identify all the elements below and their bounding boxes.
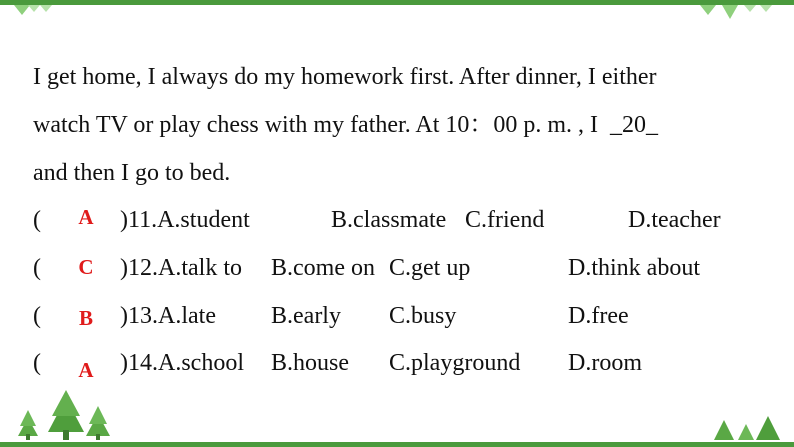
option-a: )14.A.school xyxy=(120,350,244,376)
option-c: C.playground xyxy=(389,350,521,376)
top-left-triangle-decoration xyxy=(40,5,52,12)
top-right-triangle-decoration xyxy=(700,5,716,15)
pine-trees-left-icon xyxy=(10,388,120,444)
answer-paren-open: ( xyxy=(33,207,41,233)
top-right-triangle-decoration xyxy=(760,5,772,12)
option-b: B.house xyxy=(271,350,349,376)
option-a: )11.A.student xyxy=(120,207,250,233)
option-d: D.think about xyxy=(568,255,700,281)
top-right-triangle-decoration xyxy=(722,5,738,19)
answer-paren-open: ( xyxy=(33,350,41,376)
option-d: D.free xyxy=(568,303,629,329)
option-d: D.room xyxy=(568,350,642,376)
option-c: C.friend xyxy=(465,207,545,233)
option-c: C.busy xyxy=(389,303,457,329)
top-right-triangle-decoration xyxy=(744,5,756,12)
answer-mark: C xyxy=(78,255,94,279)
answer-paren-open: ( xyxy=(33,255,41,281)
bottom-border xyxy=(0,442,794,447)
answer-mark: A xyxy=(78,358,94,382)
pine-trees-right-icon xyxy=(712,414,788,444)
answer-mark: A xyxy=(78,205,94,229)
option-c: C.get up xyxy=(389,255,471,281)
answer-paren-open: ( xyxy=(33,303,41,329)
passage-line-2: watch TV or play chess with my father. At 10：00 p. m. , I _20_ xyxy=(33,112,659,138)
passage-line-1: I get home, I always do my homework first. After dinner, I either xyxy=(33,64,657,90)
option-a: )13.A.late xyxy=(120,303,216,329)
option-b: B.early xyxy=(271,303,341,329)
option-d: D.teacher xyxy=(628,207,721,233)
answer-mark: B xyxy=(78,306,93,330)
top-left-triangle-decoration xyxy=(28,5,40,12)
option-b: B.come on xyxy=(271,255,375,281)
option-b: B.classmate xyxy=(331,207,447,233)
top-border xyxy=(0,0,794,5)
option-a: )12.A.talk to xyxy=(120,255,242,281)
passage-line-3: and then I go to bed. xyxy=(33,160,231,186)
